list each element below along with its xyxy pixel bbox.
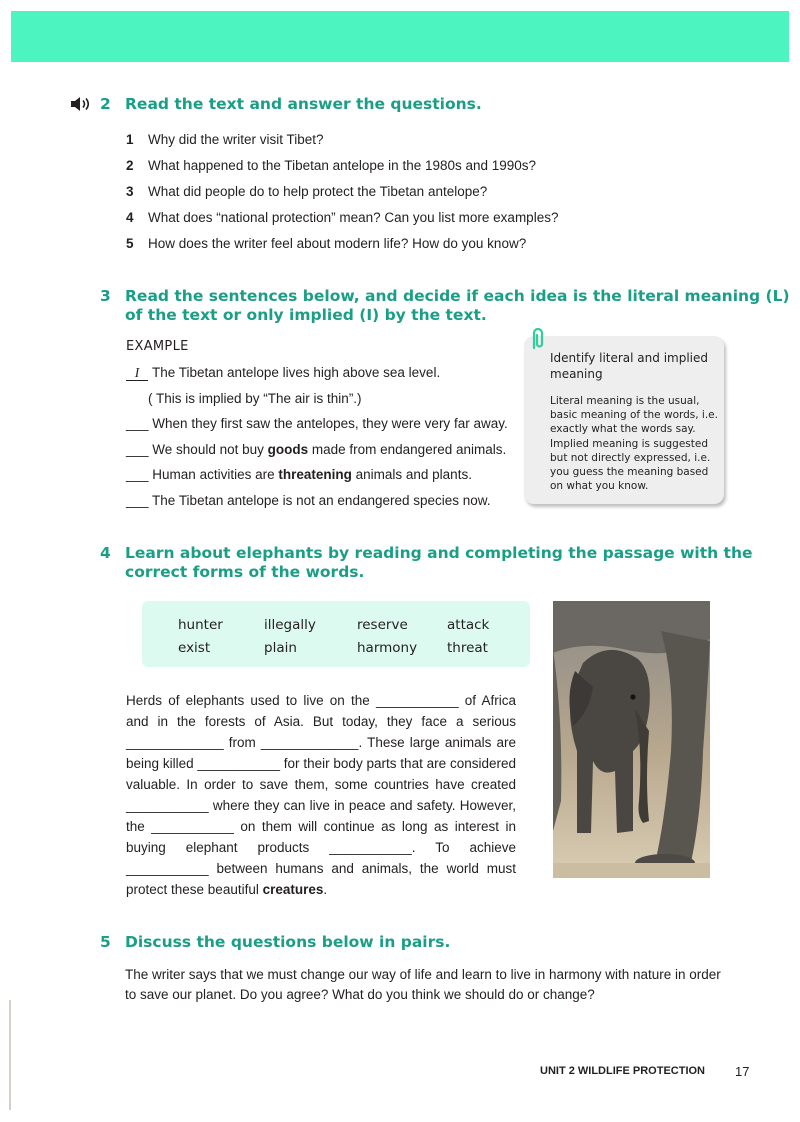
page-number: 17: [735, 1064, 750, 1079]
tip-body: Literal meaning is the usual, basic meaning of the words, i.e. exactly what the words say. Implied meaning is suggested but not directly expressed, i.e. you guess the meaning based on what you know.: [550, 395, 718, 493]
sentence-text: When they first saw the antelopes, they were very far away.: [152, 416, 508, 432]
sentence-item: [126, 462, 526, 488]
paperclip-icon: [529, 326, 547, 352]
tip-title: Identify literal and implied meaning: [550, 351, 709, 381]
answer-blank[interactable]: ___: [126, 467, 149, 483]
question-number: 5: [126, 236, 134, 251]
word-bank-item: attack: [447, 617, 490, 633]
passage-body: Herds of elephants used to live on the ___________ of Africa and in the forests of Asia. But today, they face a serious _____________ from _____________. These large animals are being killed ___________ for their body parts that are considered valuable. In order to save them, some countries have created ___________ where they can live in peace and safety. However, the ___________ on them will continue as long as interest in buying elephant products ___________. To achieve ___________ between humans and animals, the world must protect these beautiful: [126, 693, 516, 897]
key-word: goods: [267, 441, 309, 457]
sentence-item: [126, 488, 526, 514]
sentence-text: We should not buy: [152, 441, 268, 457]
word-bank-item: exist: [178, 640, 211, 656]
question-number: 2: [126, 158, 134, 173]
answer-blank[interactable]: ___: [126, 441, 149, 457]
speaker-icon[interactable]: [70, 96, 92, 112]
word-bank-item: harmony: [357, 640, 418, 656]
word-bank: [142, 601, 530, 667]
answer-blank[interactable]: ___: [126, 416, 149, 432]
section-number: 3: [100, 287, 111, 305]
answer-blank[interactable]: ___: [126, 492, 149, 508]
question-text: Why did the writer visit Tibet?: [148, 132, 324, 147]
section-number: 4: [100, 544, 111, 562]
word-bank-item: illegally: [264, 617, 316, 633]
section-3-heading: [100, 287, 790, 325]
word-bank-item: threat: [447, 640, 488, 656]
question-item: [126, 231, 646, 257]
elephant-photo: [553, 601, 710, 878]
example-answer: I: [126, 366, 148, 381]
question-item: [126, 127, 646, 153]
section-5-heading: [100, 933, 450, 952]
sentence-text: animals and plants.: [351, 467, 472, 483]
question-text: How does the writer feel about modern life? How do you know?: [148, 236, 527, 251]
question-list: [126, 127, 646, 257]
example-label: EXAMPLE: [126, 339, 189, 354]
section-number: 5: [100, 933, 111, 951]
question-text: What happened to the Tibetan antelope in the 1980s and 1990s?: [148, 158, 537, 173]
passage-end: .: [323, 882, 328, 897]
section-title-line2: of the text or only implied (I) by the text.: [125, 306, 487, 324]
sentence-text: The Tibetan antelope is not an endangered species now.: [152, 492, 491, 508]
question-item: [126, 179, 646, 205]
question-number: 4: [126, 210, 134, 225]
example-note: [126, 386, 526, 412]
discussion-text: The writer says that we must change our way of life and learn to live in harmony with nature in order to save our planet. Do you agree? What do you think we should do or change?: [125, 967, 721, 1002]
word-bank-item: plain: [264, 640, 297, 656]
note-text: ( This is implied by “The air is thin”.): [148, 390, 362, 406]
header-bar: [11, 11, 789, 62]
word-bank-item: reserve: [357, 617, 408, 633]
section-number: 2: [100, 95, 111, 113]
section-title-line1: Learn about elephants by reading and completing the passage with the: [125, 544, 753, 562]
question-text: What did people do to help protect the Tibetan antelope?: [148, 184, 488, 199]
sentence-item: [126, 411, 526, 437]
section-4-heading: [100, 544, 753, 582]
key-word: threatening: [278, 467, 352, 483]
sentence-text: Human activities are: [152, 467, 279, 483]
section-title-line1: Read the sentences below, and decide if each idea is the literal meaning (L): [125, 287, 790, 305]
question-item: [126, 205, 646, 231]
question-number: 3: [126, 184, 134, 199]
example-sentence: [126, 360, 526, 386]
question-text: What does “national protection” mean? Can you list more examples?: [148, 210, 559, 225]
sentence-item: [126, 437, 526, 463]
footer-unit-title: UNIT 2 WILDLIFE PROTECTION: [540, 1065, 705, 1077]
word-bank-item: hunter: [178, 617, 223, 633]
passage-text: [126, 690, 516, 900]
page-edge-mark: [9, 1000, 11, 1110]
section-title-line2: correct forms of the words.: [125, 563, 365, 581]
sentence-text: The Tibetan antelope lives high above sea level.: [152, 365, 441, 380]
sentence-text: made from endangered animals.: [308, 441, 507, 457]
section-title: Discuss the questions below in pairs.: [125, 933, 451, 951]
sentence-list: [126, 360, 526, 514]
section-2-heading: [100, 95, 482, 114]
question-item: [126, 153, 646, 179]
section-title: Read the text and answer the questions.: [125, 95, 482, 113]
key-word: creatures: [262, 882, 324, 897]
question-number: 1: [126, 132, 134, 147]
